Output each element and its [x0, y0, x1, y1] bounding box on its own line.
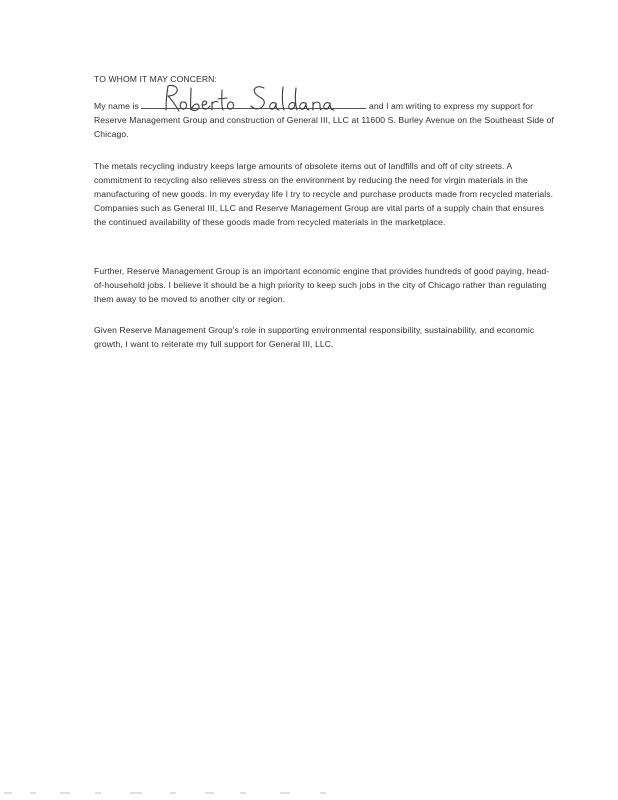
scan-artifact — [0, 790, 380, 796]
paragraph-economic: Further, Reserve Management Group is an important economic engine that provides hundreds of good paying, head-of-household jobs. I believe it should be a high priority to keep such jobs in the city of Chicago rather than regulating them away to be moved to another city or region. — [94, 266, 550, 304]
salutation: TO WHOM IT MAY CONCERN: — [94, 74, 217, 84]
intro-prefix: My name is — [94, 101, 139, 111]
paragraph-recycling: The metals recycling industry keeps large amounts of obsolete items out of landfills and off of city streets. A commitment to recycling also relieves stress on the environment by reducing the need for virgin materials in the manufacturing of new goods. In my everyday life I try to recycle and purchase products made from recycled materials. Companies such as General III, LLC and Reserve Management Group are vital parts of a supply chain that ensures the continued availability of these goods made from recycled materials in the marketplace. — [94, 161, 554, 227]
handwritten-signature — [160, 82, 360, 116]
paragraph-closing: Given Reserve Management Group's role in supporting environmental responsibility, sustainability, and economic growth, I want to reiterate my full support for General III, LLC. — [94, 325, 535, 349]
intro-suffix: and I am writing to express my support for Reserve Management Group and construction of General III, LLC at 11600 S. Burley Avenue on the Southeast Side of Chicago. — [94, 101, 554, 139]
